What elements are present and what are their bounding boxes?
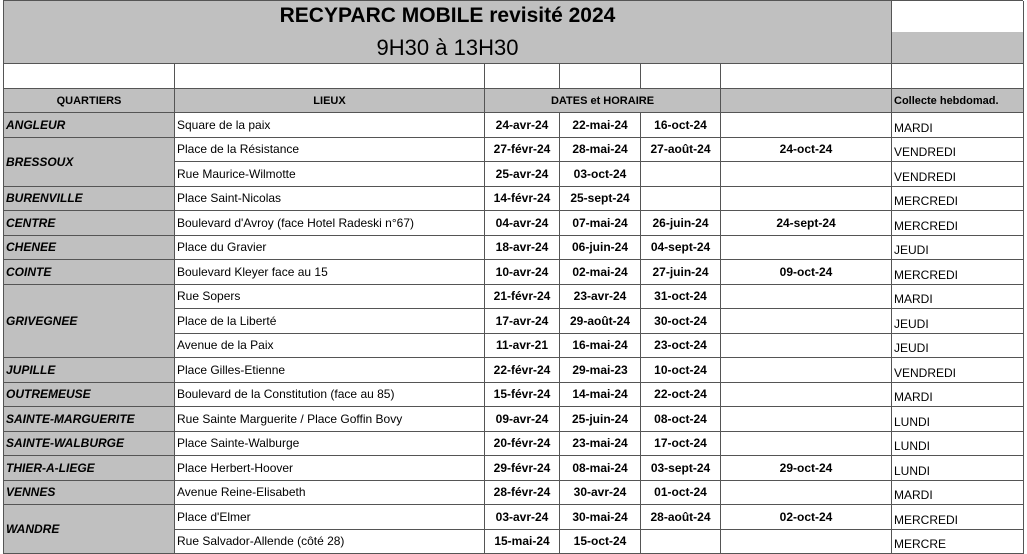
date-cell: 15-févr-24 xyxy=(485,383,560,408)
date-cell xyxy=(721,481,892,506)
date-cell: 28-févr-24 xyxy=(485,481,560,506)
collecte-cell: LUNDI xyxy=(892,407,1024,432)
date-cell: 17-avr-24 xyxy=(485,309,560,334)
lieu-cell: Place de la Liberté xyxy=(175,309,485,334)
collecte-cell: VENDREDI xyxy=(892,138,1024,163)
date-cell: 23-mai-24 xyxy=(560,432,641,457)
date-cell: 10-oct-24 xyxy=(641,358,721,383)
quartier-cell: ANGLEUR xyxy=(4,113,175,138)
lieu-cell: Place du Gravier xyxy=(175,236,485,261)
lieu-cell: Rue Sainte Marguerite / Place Goffin Bovy xyxy=(175,407,485,432)
date-cell: 22-févr-24 xyxy=(485,358,560,383)
lieu-cell: Boulevard Kleyer face au 15 xyxy=(175,260,485,285)
collecte-cell: VENDREDI xyxy=(892,358,1024,383)
date-cell: 27-août-24 xyxy=(641,138,721,163)
lieu-cell: Boulevard de la Constitution (face au 85) xyxy=(175,383,485,408)
date-cell: 27-févr-24 xyxy=(485,138,560,163)
quartier-cell: SAINTE-MARGUERITE xyxy=(4,407,175,432)
date-cell: 09-avr-24 xyxy=(485,407,560,432)
collecte-cell: LUNDI xyxy=(892,432,1024,457)
lieu-cell: Place d'Elmer xyxy=(175,505,485,530)
date-cell: 29-févr-24 xyxy=(485,456,560,481)
date-cell xyxy=(721,334,892,359)
quartier-cell: GRIVEGNEE xyxy=(4,285,175,359)
date-cell xyxy=(721,162,892,187)
opening-hours: 9H30 à 13H30 xyxy=(4,32,892,64)
quartier-cell: VENNES xyxy=(4,481,175,506)
lieu-cell: Place Gilles-Etienne xyxy=(175,358,485,383)
lieu-cell: Avenue de la Paix xyxy=(175,334,485,359)
date-cell: 24-sept-24 xyxy=(721,211,892,236)
date-cell: 15-mai-24 xyxy=(485,530,560,554)
collecte-cell: MERCRE xyxy=(892,530,1024,554)
spacer-cell xyxy=(892,64,1024,89)
lieu-cell: Place Saint-Nicolas xyxy=(175,187,485,212)
header-lieux: LIEUX xyxy=(175,89,485,113)
date-cell: 29-août-24 xyxy=(560,309,641,334)
date-cell: 14-févr-24 xyxy=(485,187,560,212)
date-cell: 27-juin-24 xyxy=(641,260,721,285)
date-cell: 08-mai-24 xyxy=(560,456,641,481)
collecte-cell: MERCREDI xyxy=(892,187,1024,212)
page-title: RECYPARC MOBILE revisité 2024 xyxy=(4,1,892,32)
date-cell xyxy=(721,309,892,334)
date-cell: 22-oct-24 xyxy=(641,383,721,408)
header-extra-date xyxy=(721,89,892,113)
hours-side-cell xyxy=(892,32,1024,64)
quartier-cell: SAINTE-WALBURGE xyxy=(4,432,175,457)
collecte-cell: MARDI xyxy=(892,383,1024,408)
date-cell: 20-févr-24 xyxy=(485,432,560,457)
collecte-cell: VENDREDI xyxy=(892,162,1024,187)
date-cell: 29-mai-23 xyxy=(560,358,641,383)
quartier-cell: CENTRE xyxy=(4,211,175,236)
date-cell: 30-avr-24 xyxy=(560,481,641,506)
date-cell: 01-oct-24 xyxy=(641,481,721,506)
collecte-cell: MARDI xyxy=(892,481,1024,506)
spacer-cell xyxy=(721,64,892,89)
date-cell xyxy=(721,407,892,432)
spacer-cell xyxy=(485,64,560,89)
spacer-cell xyxy=(175,64,485,89)
collecte-cell: JEUDI xyxy=(892,309,1024,334)
quartier-cell: THIER-A-LIEGE xyxy=(4,456,175,481)
date-cell xyxy=(721,187,892,212)
date-cell: 02-oct-24 xyxy=(721,505,892,530)
lieu-cell: Rue Salvador-Allende (côté 28) xyxy=(175,530,485,554)
date-cell: 25-juin-24 xyxy=(560,407,641,432)
date-cell: 30-oct-24 xyxy=(641,309,721,334)
date-cell: 17-oct-24 xyxy=(641,432,721,457)
date-cell: 10-avr-24 xyxy=(485,260,560,285)
date-cell: 14-mai-24 xyxy=(560,383,641,408)
date-cell xyxy=(721,530,892,554)
date-cell: 16-oct-24 xyxy=(641,113,721,138)
date-cell: 03-oct-24 xyxy=(560,162,641,187)
date-cell: 24-oct-24 xyxy=(721,138,892,163)
date-cell: 16-mai-24 xyxy=(560,334,641,359)
header-dates: DATES et HORAIRE xyxy=(485,89,721,113)
date-cell xyxy=(721,113,892,138)
quartier-cell: COINTE xyxy=(4,260,175,285)
date-cell: 15-oct-24 xyxy=(560,530,641,554)
date-cell: 29-oct-24 xyxy=(721,456,892,481)
collecte-cell: JEUDI xyxy=(892,236,1024,261)
date-cell: 06-juin-24 xyxy=(560,236,641,261)
date-cell: 23-avr-24 xyxy=(560,285,641,310)
date-cell: 24-avr-24 xyxy=(485,113,560,138)
date-cell: 04-avr-24 xyxy=(485,211,560,236)
date-cell: 21-févr-24 xyxy=(485,285,560,310)
header-quartiers: QUARTIERS xyxy=(4,89,175,113)
date-cell: 08-oct-24 xyxy=(641,407,721,432)
date-cell: 03-sept-24 xyxy=(641,456,721,481)
quartier-cell: BRESSOUX xyxy=(4,138,175,187)
date-cell: 11-avr-21 xyxy=(485,334,560,359)
collecte-cell: LUNDI xyxy=(892,456,1024,481)
quartier-cell: OUTREMEUSE xyxy=(4,383,175,408)
date-cell xyxy=(721,383,892,408)
lieu-cell: Place Herbert-Hoover xyxy=(175,456,485,481)
lieu-cell: Avenue Reine-Elisabeth xyxy=(175,481,485,506)
date-cell xyxy=(641,187,721,212)
spacer-cell xyxy=(4,64,175,89)
collecte-cell: JEUDI xyxy=(892,334,1024,359)
lieu-cell: Boulevard d'Avroy (face Hotel Radeski n°67) xyxy=(175,211,485,236)
date-cell xyxy=(721,432,892,457)
header-collecte: Collecte hebdomad. xyxy=(892,89,1024,113)
quartier-cell: CHENEE xyxy=(4,236,175,261)
date-cell: 25-avr-24 xyxy=(485,162,560,187)
collecte-cell: MERCREDI xyxy=(892,505,1024,530)
quartier-cell: BURENVILLE xyxy=(4,187,175,212)
date-cell: 28-août-24 xyxy=(641,505,721,530)
date-cell xyxy=(721,358,892,383)
date-cell: 02-mai-24 xyxy=(560,260,641,285)
date-cell xyxy=(721,236,892,261)
quartier-cell: JUPILLE xyxy=(4,358,175,383)
collecte-cell: MERCREDI xyxy=(892,211,1024,236)
date-cell: 31-oct-24 xyxy=(641,285,721,310)
date-cell: 09-oct-24 xyxy=(721,260,892,285)
collecte-cell: MERCREDI xyxy=(892,260,1024,285)
date-cell: 30-mai-24 xyxy=(560,505,641,530)
date-cell: 18-avr-24 xyxy=(485,236,560,261)
title-side-cell xyxy=(892,1,1024,32)
lieu-cell: Rue Maurice-Wilmotte xyxy=(175,162,485,187)
date-cell: 07-mai-24 xyxy=(560,211,641,236)
date-cell xyxy=(721,285,892,310)
lieu-cell: Place de la Résistance xyxy=(175,138,485,163)
spacer-cell xyxy=(560,64,641,89)
lieu-cell: Place Sainte-Walburge xyxy=(175,432,485,457)
lieu-cell: Rue Sopers xyxy=(175,285,485,310)
date-cell: 28-mai-24 xyxy=(560,138,641,163)
date-cell: 26-juin-24 xyxy=(641,211,721,236)
lieu-cell: Square de la paix xyxy=(175,113,485,138)
date-cell xyxy=(641,530,721,554)
date-cell: 03-avr-24 xyxy=(485,505,560,530)
collecte-cell: MARDI xyxy=(892,285,1024,310)
collecte-cell: MARDI xyxy=(892,113,1024,138)
spacer-cell xyxy=(641,64,721,89)
date-cell: 25-sept-24 xyxy=(560,187,641,212)
quartier-cell: WANDRE xyxy=(4,505,175,554)
date-cell: 23-oct-24 xyxy=(641,334,721,359)
date-cell: 22-mai-24 xyxy=(560,113,641,138)
date-cell: 04-sept-24 xyxy=(641,236,721,261)
schedule-table xyxy=(3,0,1023,554)
date-cell xyxy=(641,162,721,187)
